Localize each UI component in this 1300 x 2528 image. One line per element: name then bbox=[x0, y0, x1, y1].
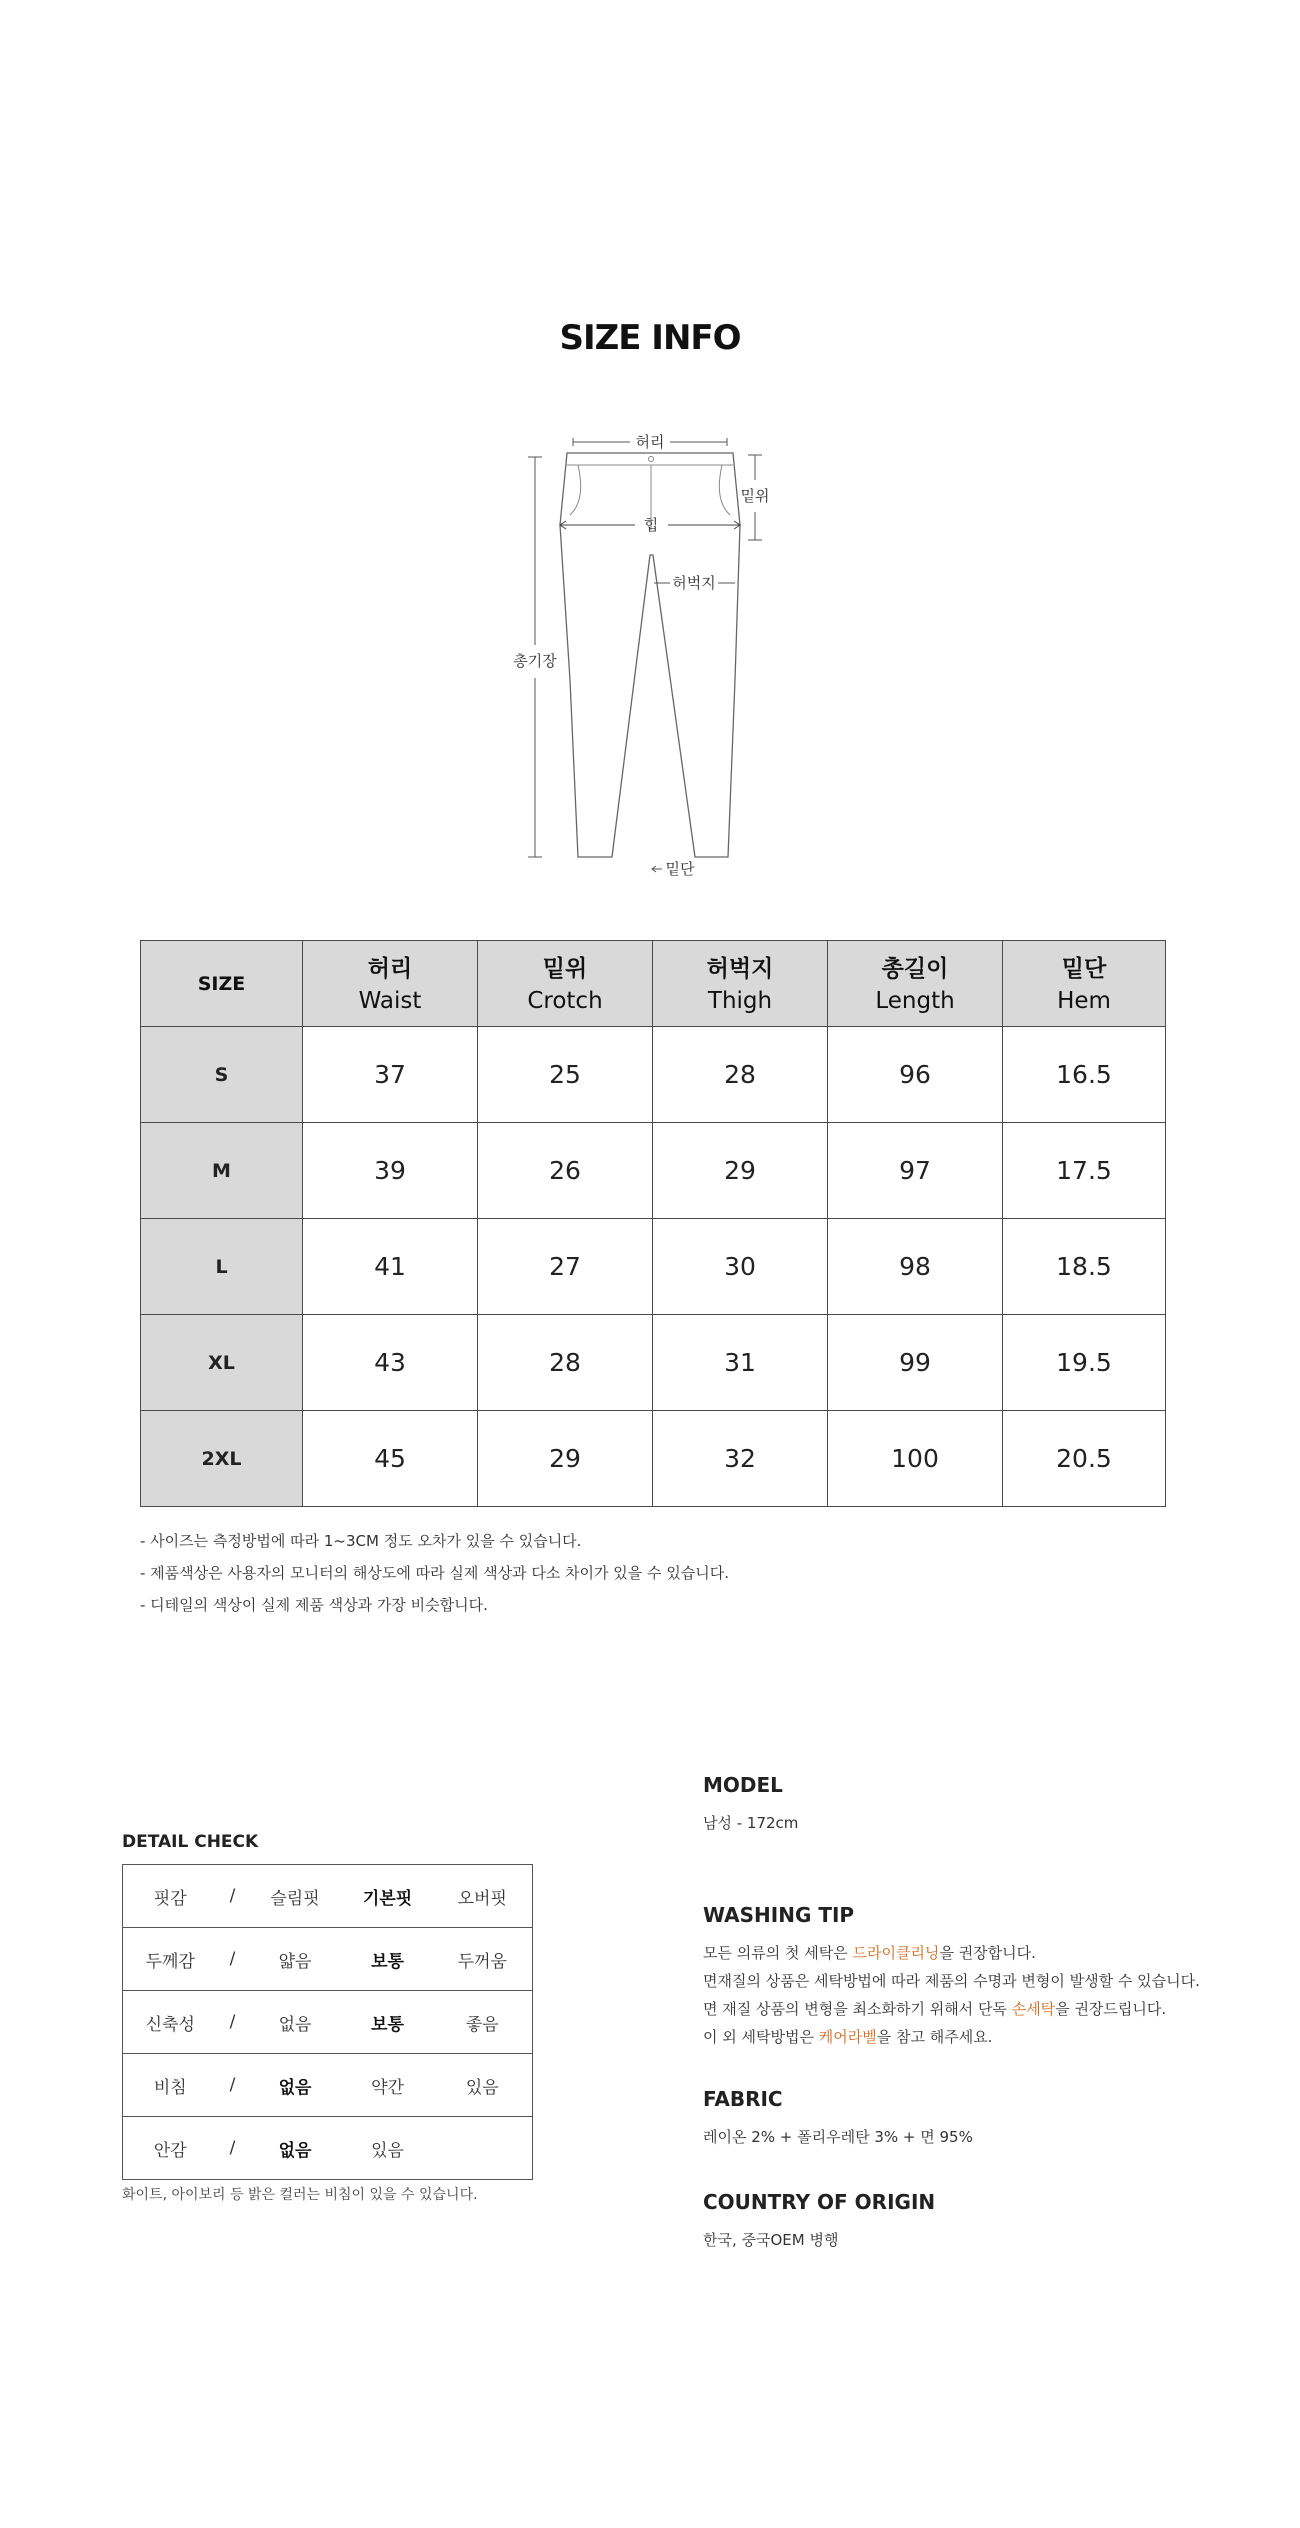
text: 을 권장합니다. bbox=[939, 1944, 1036, 1962]
header-label-en: Thigh bbox=[707, 987, 773, 1014]
hem-cell: 18.5 bbox=[1003, 1219, 1166, 1315]
origin-text: 한국, 중국OEM 병행 bbox=[703, 2231, 839, 2249]
crotch-cell: 25 bbox=[478, 1027, 653, 1123]
thigh-cell: 30 bbox=[653, 1219, 828, 1315]
thigh-cell: 32 bbox=[653, 1411, 828, 1507]
waist-cell: 43 bbox=[303, 1315, 478, 1411]
detail-option: 오버핏 bbox=[433, 1865, 533, 1928]
detail-separator: / bbox=[218, 1928, 248, 1991]
note-line: - 제품색상은 사용자의 모니터의 해상도에 따라 실제 색상과 다소 차이가 있을 수 있습니다. bbox=[140, 1564, 730, 1582]
pants-illustration bbox=[490, 420, 810, 890]
header-label-ko: 허리 bbox=[367, 955, 413, 982]
size-table bbox=[140, 940, 1166, 1507]
waist-cell: 45 bbox=[303, 1411, 478, 1507]
table-row bbox=[141, 1315, 1166, 1411]
detail-label: 신축성 bbox=[123, 1991, 218, 2054]
washing-tip-section bbox=[703, 1903, 1283, 2051]
header-waist bbox=[303, 941, 478, 1027]
detail-option bbox=[433, 2117, 533, 2180]
header-label-en: Waist bbox=[358, 987, 422, 1014]
thigh-label: 허벅지 bbox=[672, 574, 716, 592]
detail-separator: / bbox=[218, 2117, 248, 2180]
hem-cell: 17.5 bbox=[1003, 1123, 1166, 1219]
hip-label: 힙 bbox=[643, 516, 659, 534]
detail-option: 슬림핏 bbox=[248, 1865, 343, 1928]
detail-row bbox=[123, 2117, 533, 2180]
thigh-cell: 29 bbox=[653, 1123, 828, 1219]
size-notes bbox=[140, 1525, 1040, 1621]
highlight-dry-cleaning: 드라이클리닝 bbox=[852, 1944, 940, 1962]
washing-tip-title: WASHING TIP bbox=[703, 1903, 855, 1927]
waist-label: 허리 bbox=[635, 433, 665, 451]
text: 이 외 세탁방법은 bbox=[703, 2028, 819, 2046]
text: 을 참고 해주세요. bbox=[876, 2028, 993, 2046]
model-section bbox=[703, 1773, 1263, 1837]
detail-option: 없음 bbox=[248, 2117, 343, 2180]
header-length bbox=[828, 941, 1003, 1027]
detail-row bbox=[123, 2054, 533, 2117]
detail-option: 없음 bbox=[248, 1991, 343, 2054]
detail-check-table bbox=[122, 1864, 533, 2180]
fabric-section bbox=[703, 2087, 1263, 2151]
text: 모든 의류의 첫 세탁은 bbox=[703, 1944, 853, 1962]
origin-title: COUNTRY OF ORIGIN bbox=[703, 2190, 936, 2214]
waist-cell: 37 bbox=[303, 1027, 478, 1123]
washing-line-1 bbox=[703, 1939, 1283, 1967]
length-cell: 98 bbox=[828, 1219, 1003, 1315]
header-crotch bbox=[478, 941, 653, 1027]
size-table-header bbox=[141, 941, 1166, 1027]
size-cell: 2XL bbox=[141, 1411, 303, 1507]
detail-option: 약간 bbox=[343, 2054, 433, 2117]
header-label-ko: 총길이 bbox=[881, 955, 949, 982]
header-hem bbox=[1003, 941, 1166, 1027]
hem-cell: 20.5 bbox=[1003, 1411, 1166, 1507]
detail-option: 있음 bbox=[433, 2054, 533, 2117]
detail-label: 안감 bbox=[123, 2117, 218, 2180]
fabric-text: 레이온 2% + 폴리우레탄 3% + 면 95% bbox=[703, 2128, 973, 2146]
crotch-label: 밑위 bbox=[740, 487, 770, 505]
detail-row bbox=[123, 1865, 533, 1928]
text: 면 재질 상품의 변형을 최소화하기 위해서 단독 bbox=[703, 2000, 1012, 2018]
crotch-cell: 26 bbox=[478, 1123, 653, 1219]
detail-footnote: 화이트, 아이보리 등 밝은 컬러는 비침이 있을 수 있습니다. bbox=[122, 2187, 478, 2203]
thigh-cell: 28 bbox=[653, 1027, 828, 1123]
size-cell: M bbox=[141, 1123, 303, 1219]
crotch-cell: 27 bbox=[478, 1219, 653, 1315]
highlight-hand-wash: 손세탁 bbox=[1011, 2000, 1056, 2018]
pants-measurement-diagram bbox=[490, 420, 810, 890]
model-text: 남성 - 172cm bbox=[703, 1814, 799, 1832]
length-cell: 96 bbox=[828, 1027, 1003, 1123]
detail-check-title: DETAIL CHECK bbox=[122, 1832, 259, 1852]
detail-option: 보통 bbox=[343, 1991, 433, 2054]
detail-option: 기본핏 bbox=[343, 1865, 433, 1928]
table-row bbox=[141, 1219, 1166, 1315]
header-label-ko: 허벅지 bbox=[706, 955, 774, 982]
length-cell: 99 bbox=[828, 1315, 1003, 1411]
hem-label: 밑단 bbox=[665, 860, 695, 878]
header-label-ko: 밑단 bbox=[1061, 955, 1107, 982]
model-title: MODEL bbox=[703, 1773, 783, 1797]
length-cell: 100 bbox=[828, 1411, 1003, 1507]
page-title: SIZE INFO bbox=[559, 318, 741, 358]
detail-option: 보통 bbox=[343, 1928, 433, 1991]
crotch-cell: 28 bbox=[478, 1315, 653, 1411]
detail-row bbox=[123, 1928, 533, 1991]
table-row bbox=[141, 1027, 1166, 1123]
detail-separator: / bbox=[218, 2054, 248, 2117]
size-cell: XL bbox=[141, 1315, 303, 1411]
header-label-ko: 밑위 bbox=[542, 955, 588, 982]
washing-line-3 bbox=[703, 1995, 1283, 2023]
header-label-en: Crotch bbox=[527, 987, 603, 1014]
header-size: SIZE bbox=[141, 941, 303, 1027]
detail-row bbox=[123, 1991, 533, 2054]
detail-separator: / bbox=[218, 1865, 248, 1928]
thigh-cell: 31 bbox=[653, 1315, 828, 1411]
fabric-title: FABRIC bbox=[703, 2087, 783, 2111]
waist-cell: 39 bbox=[303, 1123, 478, 1219]
washing-line-2: 면재질의 상품은 세탁방법에 따라 제품의 수명과 변형이 발생할 수 있습니다. bbox=[703, 1972, 1200, 1990]
hem-cell: 16.5 bbox=[1003, 1027, 1166, 1123]
detail-option: 좋음 bbox=[433, 1991, 533, 2054]
table-row bbox=[141, 1411, 1166, 1507]
detail-label: 두께감 bbox=[123, 1928, 218, 1991]
detail-label: 핏감 bbox=[123, 1865, 218, 1928]
total-length-label: 총기장 bbox=[513, 652, 557, 670]
crotch-cell: 29 bbox=[478, 1411, 653, 1507]
detail-separator: / bbox=[218, 1991, 248, 2054]
note-line: - 디테일의 색상이 실제 제품 색상과 가장 비슷합니다. bbox=[140, 1596, 488, 1614]
detail-option: 얇음 bbox=[248, 1928, 343, 1991]
hem-cell: 19.5 bbox=[1003, 1315, 1166, 1411]
size-cell: S bbox=[141, 1027, 303, 1123]
highlight-care-label: 케어라벨 bbox=[818, 2028, 877, 2046]
detail-option: 없음 bbox=[248, 2054, 343, 2117]
text: 을 권장드립니다. bbox=[1055, 2000, 1167, 2018]
header-label-en: Hem bbox=[1057, 987, 1111, 1014]
header-label-en: Length bbox=[875, 987, 955, 1014]
size-cell: L bbox=[141, 1219, 303, 1315]
detail-label: 비침 bbox=[123, 2054, 218, 2117]
length-cell: 97 bbox=[828, 1123, 1003, 1219]
detail-option: 두꺼움 bbox=[433, 1928, 533, 1991]
origin-section bbox=[703, 2190, 1263, 2254]
washing-tip-text bbox=[703, 1939, 1283, 2051]
header-thigh bbox=[653, 941, 828, 1027]
table-row bbox=[141, 1123, 1166, 1219]
washing-line-4 bbox=[703, 2023, 1283, 2051]
note-line: - 사이즈는 측정방법에 따라 1~3CM 정도 오차가 있을 수 있습니다. bbox=[140, 1532, 582, 1550]
waist-cell: 41 bbox=[303, 1219, 478, 1315]
detail-option: 있음 bbox=[343, 2117, 433, 2180]
